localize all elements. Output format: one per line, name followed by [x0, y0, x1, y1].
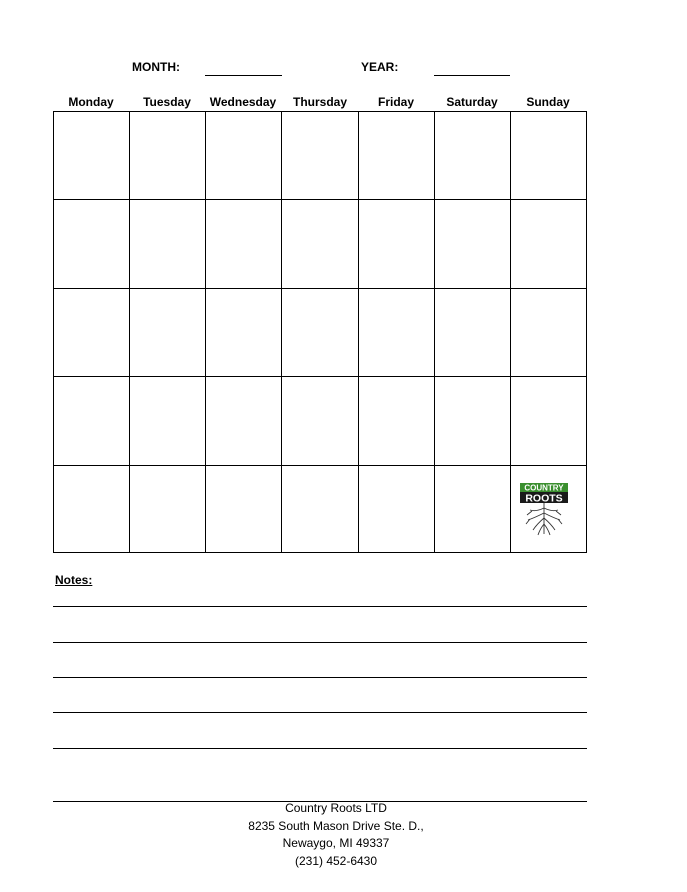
grid-column-divider: [129, 112, 130, 552]
day-header-saturday: Saturday: [446, 95, 498, 109]
day-header-thursday: Thursday: [292, 95, 347, 109]
grid-column-divider: [434, 112, 435, 552]
notes-line[interactable]: [53, 606, 587, 607]
notes-label: Notes:: [55, 573, 93, 587]
month-label: MONTH:: [132, 60, 180, 74]
notes-line[interactable]: [53, 712, 587, 713]
grid-column-divider: [358, 112, 359, 552]
roots-icon: [526, 503, 562, 535]
logo-text-roots: ROOTS: [525, 492, 563, 505]
grid-row-divider: [54, 288, 586, 289]
footer-address-line2: Newaygo, MI 49337: [282, 836, 390, 850]
day-header-monday: Monday: [68, 95, 114, 109]
footer-company: Country Roots LTD: [285, 801, 387, 815]
grid-column-divider: [205, 112, 206, 552]
grid-row-divider: [54, 465, 586, 466]
day-header-wednesday: Wednesday: [209, 95, 277, 109]
month-blank-line[interactable]: [205, 75, 282, 76]
footer-phone: (231) 452-6430: [294, 853, 378, 868]
grid-row-divider: [54, 376, 586, 377]
grid-row-divider: [54, 199, 586, 200]
country-roots-logo: [518, 482, 570, 538]
footer: [186, 800, 486, 870]
day-header-friday: Friday: [377, 95, 414, 109]
grid-column-divider: [281, 112, 282, 552]
notes-line[interactable]: [53, 748, 587, 749]
day-header-tuesday: Tuesday: [143, 95, 191, 109]
grid-column-divider: [510, 112, 511, 552]
year-label: YEAR:: [361, 60, 399, 74]
calendar-grid: [53, 111, 587, 553]
notes-line[interactable]: [53, 642, 587, 643]
footer-address-line1: 8235 South Mason Drive Ste. D.,: [248, 818, 424, 833]
year-blank-line[interactable]: [434, 75, 510, 76]
day-header-sunday: Sunday: [526, 95, 570, 109]
logo-text-country: COUNTRY: [524, 483, 564, 493]
notes-line[interactable]: [53, 677, 587, 678]
